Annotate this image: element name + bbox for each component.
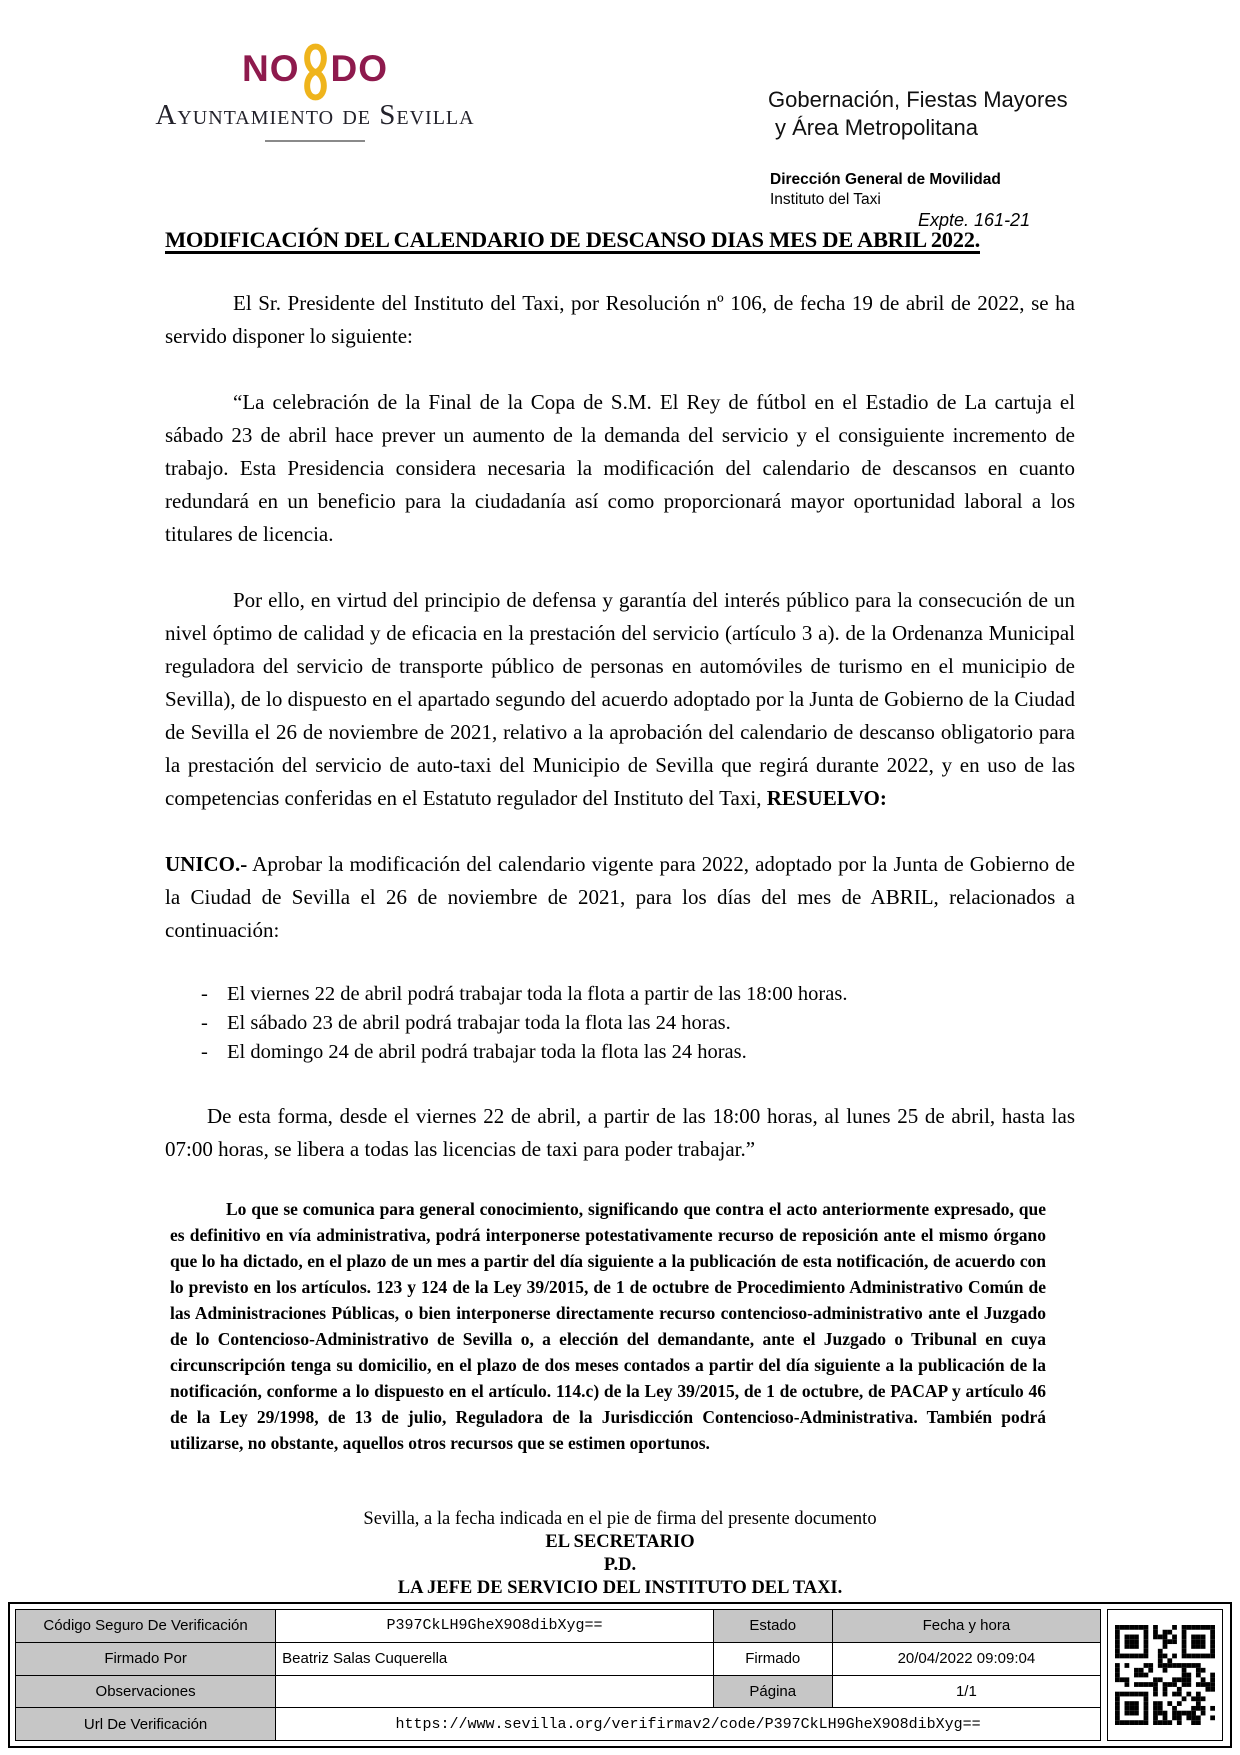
qr-code: [1115, 1625, 1215, 1725]
nosdo-text-do: DO: [330, 47, 388, 89]
nosdo-madeja-icon: [301, 41, 330, 103]
signature-block: [165, 1508, 1075, 1600]
paragraph-quote-end: De esta forma, desde el viernes 22 de abril, a partir de las 18:00 horas, al lunes 25 de abril, hasta las 07:00 horas, se libera a todas las licencias de taxi para poder trabajar.”: [165, 1104, 1075, 1161]
verification-table: [15, 1609, 1101, 1741]
list-item: [201, 1038, 1075, 1067]
list-item-text: El domingo 24 de abril podrá trabajar toda la flota las 24 horas.: [227, 1041, 747, 1063]
firmado-por-value: Beatriz Salas Cuquerella: [276, 1642, 714, 1675]
resuelvo-label: RESUELVO:: [766, 786, 887, 810]
firmado-por-label: Firmado Por: [16, 1642, 276, 1675]
closing-chief: LA JEFE DE SERVICIO DEL INSTITUTO DEL TAXI.: [397, 1578, 843, 1598]
nosdo-logo: [150, 36, 480, 100]
observaciones-value: [276, 1675, 714, 1708]
list-item: [201, 980, 1075, 1009]
paragraph-legal-basis: [165, 584, 1075, 815]
area-line2: y Área Metropolitana: [775, 115, 978, 140]
expediente-number: Expte. 161-21: [918, 210, 1031, 230]
bullet-dash: -: [201, 983, 208, 1005]
institute-name: Instituto del Taxi: [770, 191, 881, 208]
list-item-text: El sábado 23 de abril podrá trabajar toda la flota las 24 horas.: [227, 1012, 731, 1034]
closing-secretary: EL SECRETARIO: [545, 1532, 695, 1552]
list-item: [201, 1009, 1075, 1038]
bullet-dash: -: [201, 1041, 208, 1063]
legal-basis-text: Por ello, en virtud del principio de defensa y garantía del interés público para la consecución de un nivel óptimo de calidad y de eficacia en la prestación del servicio (artículo 3 a). de la Ordenanza Municipal reguladora del servicio de transporte público de personas en automóviles de turismo en el municipio de Sevilla), de lo dispuesto en el apartado segundo del acuerdo adoptado por la Junta de Gobierno de la Ciudad de Sevilla el 26 de noviembre de 2021, relativo a la aprobación del calendario de descanso obligatorio para la prestación del servicio de auto-taxi del Municipio de Sevilla que regirá durante 2022, y en uso de las competencias conferidas en el Estatuto regulador del Instituto del Taxi,: [165, 588, 1075, 810]
direction-block: [770, 170, 1001, 210]
observaciones-label: Observaciones: [16, 1675, 276, 1708]
direction-general: Dirección General de Movilidad: [770, 171, 1001, 188]
document-title: MODIFICACIÓN DEL CALENDARIO DE DESCANSO DIAS MES DE ABRIL 2022.: [165, 227, 980, 252]
fecha-label: Fecha y hora: [832, 1610, 1100, 1643]
estado-label: Estado: [713, 1610, 832, 1643]
paragraph-unico: [165, 848, 1075, 947]
table-row: [16, 1642, 1101, 1675]
closing-place-line: Sevilla, a la fecha indicada en el pie de firma del presente documento: [363, 1509, 877, 1529]
department-area: [768, 86, 1068, 142]
unico-label: UNICO.-: [165, 852, 248, 876]
closing-pd: P.D.: [603, 1555, 637, 1575]
csv-value: P397CkLH9GheX9O8dibXyg==: [276, 1610, 714, 1643]
list-item-text: El viernes 22 de abril podrá trabajar toda la flota a partir de las 18:00 horas.: [227, 983, 848, 1005]
qr-code-box: [1107, 1609, 1223, 1741]
paragraph-resolution-intro: El Sr. Presidente del Instituto del Taxi, por Resolución nº 106, de fecha 19 de abril de 2022, se ha servido disponer lo siguiente:: [165, 291, 1075, 348]
url-label: Url De Verificación: [16, 1708, 276, 1741]
unico-text: Aprobar la modificación del calendario vigente para 2022, adoptado por la Junta de Gobierno de la Ciudad de Sevilla el 26 de noviembre de 2021, para los días del mes de ABRIL, relacionados a continuación:: [165, 852, 1075, 942]
bullet-dash: -: [201, 1012, 208, 1034]
verification-footer: [8, 1602, 1232, 1748]
city-logo: [150, 36, 480, 142]
document-body: [165, 226, 1075, 1726]
paragraph-quote-start: “La celebración de la Final de la Copa de S.M. El Rey de fútbol en el Estadio de La cartuja el sábado 23 de abril hace prever un aumento de la demanda del servicio y el consiguiente incremento de trabajo. Esta Presidencia considera necesaria la modificación del calendario de descansos en cuanto redundará en un beneficio para la ciudadanía así como proporcionará mayor oportunidad laboral a los titulares de licencia.: [165, 390, 1075, 546]
estado-value: Firmado: [713, 1642, 832, 1675]
area-line1: Gobernación, Fiestas Mayores: [768, 87, 1068, 112]
logo-divider: [265, 140, 365, 142]
appeal-notice: Lo que se comunica para general conocimiento, significando que contra el acto anteriormente expresado, que es definitivo en vía administrativa, podrá interponerse potestativamente recurso de reposición ante el mismo órgano que lo ha dictado, en el plazo de un mes a partir del día siguiente a la publicación de esta notificación, de acuerdo con lo previsto en los artículos. 123 y 124 de la Ley 39/2015, de 1 de octubre de Procedimiento Administrativo Común de las Administraciones Públicas, o bien interponerse directamente recurso contencioso-administrativo ante el Juzgado de lo Contencioso-Administrativo de Sevilla o, a elección del demandante, ante el Juzgado o Tribunal en cuya circunscripción tenga su domicilio, en el plazo de dos meses contados a partir del día siguiente a la publicación de la notificación, conforme a lo dispuesto en el artículo. 114.c) de la Ley 39/2015, de 1 de octubre, de PACAP y artículo 46 de la Ley 29/1998, de 13 de julio, Reguladora de la Jurisdicción Contencioso-Administrativa. También podrá utilizarse, no obstante, aquellos otros recursos que se estimen oportunos.: [170, 1199, 1046, 1453]
pagina-value: 1/1: [832, 1675, 1100, 1708]
table-row: [16, 1610, 1101, 1643]
csv-label: Código Seguro De Verificación: [16, 1610, 276, 1643]
calendar-days-list: [165, 980, 1075, 1067]
nosdo-text-no: NO: [242, 47, 300, 89]
url-value: https://www.sevilla.org/verifirmav2/code/P397CkLH9GheX9O8dibXyg==: [276, 1708, 1101, 1741]
pagina-label: Página: [713, 1675, 832, 1708]
fecha-value: 20/04/2022 09:09:04: [832, 1642, 1100, 1675]
organization-name: Ayuntamiento de Sevilla: [155, 99, 475, 131]
table-row: [16, 1708, 1101, 1741]
table-row: [16, 1675, 1101, 1708]
